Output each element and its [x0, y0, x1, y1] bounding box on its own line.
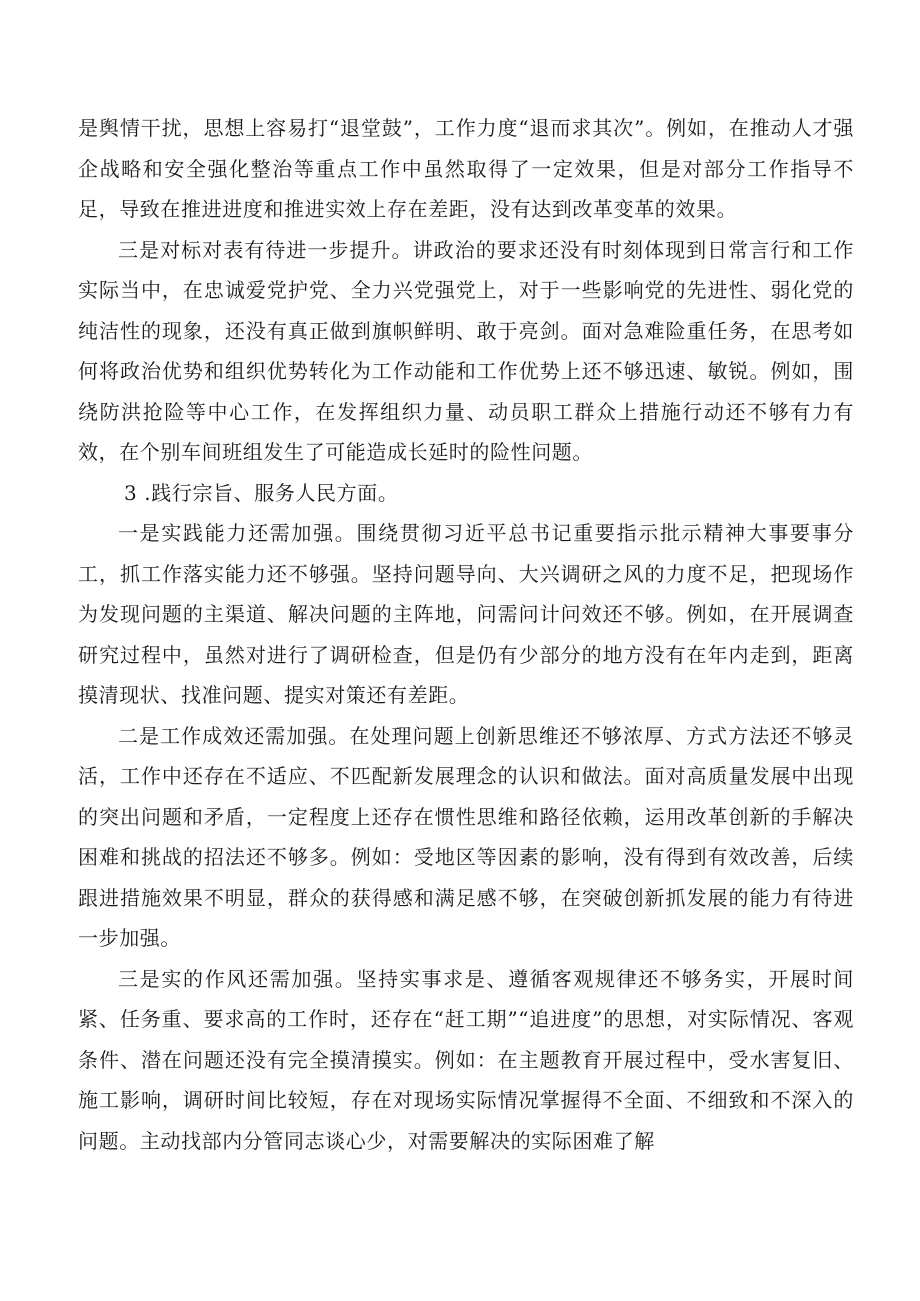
paragraph-point-three-benchmarking: 三是对标对表有待进一步提升。讲政治的要求还没有时刻体现到日常言行和工作实际当中，在忠诚爱党护党、全力兴党强党上，对于一些影响党的先进性、弱化党的纯洁性的现象，还没有真正做到旗帜鲜明、敢于亮剑。面对急难险重任务，在思考如何将政治优势和组织优势转化为工作动能和工作优势上还不够迅速、敏锐。例如，围绕防洪抢险等中心工作，在发挥组织力量、动员职工群众上措施行动还不够有力有效，在个别车间班组发生了可能造成长延时的险性问题。: [78, 237, 854, 464]
paragraph-point-two-effectiveness: 二是工作成效还需加强。在处理问题上创新思维还不够浓厚、方式方法还不够灵活，工作中还存在不适应、不匹配新发展理念的认识和做法。面对高质量发展中出现的突出问题和矛盾，一定程度上还存在惯性思维和路径依赖，运用改革创新的手解决困难和挑战的招法还不够多。例如：受地区等因素的影响，没有得到有效改善，后续跟进措施效果不明显，群众的获得感和满足感不够，在突破创新抓发展的能力有待进一步加强。: [78, 723, 854, 950]
document-body: [78, 108, 854, 1161]
paragraph-point-three-work-style: 三是实的作风还需加强。坚持实事求是、遵循客观规律还不够务实，开展时间紧、任务重、要求高的工作时，还存在“赶工期”“追进度”的思想，对实际情况、客观条件、潜在问题还没有完全摸清摸实。例如：在主题教育开展过程中，受水害复旧、施工影响，调研时间比较短，存在对现场实际情况掌握得不全面、不细致和不深入的问题。主动找部内分管同志谈心少，对需要解决的实际困难了解: [78, 966, 854, 1153]
paragraph-continuation: 是舆情干扰，思想上容易打“退堂鼓”，工作力度“退而求其次”。例如，在推动人才强企战略和安全强化整治等重点工作中虽然取得了一定效果，但是对部分工作指导不足，导致在推进进度和推进实效上存在差距，没有达到改革变革的效果。: [78, 116, 854, 221]
section-heading-serve-people: 3 .践行宗旨、服务人民方面。: [124, 480, 399, 505]
paragraph-point-one-practice: 一是实践能力还需加强。围绕贯彻习近平总书记重要指示批示精神大事要事分工，抓工作落实能力还不够强。坚持问题导向、大兴调研之风的力度不足，把现场作为发现问题的主渠道、解决问题的主阵地，问需问计问效还不够。例如，在开展调查研究过程中，虽然对进行了调研检查，但是仍有少部分的地方没有在年内走到，距离摸清现状、找准问题、提实对策还有差距。: [78, 521, 854, 707]
